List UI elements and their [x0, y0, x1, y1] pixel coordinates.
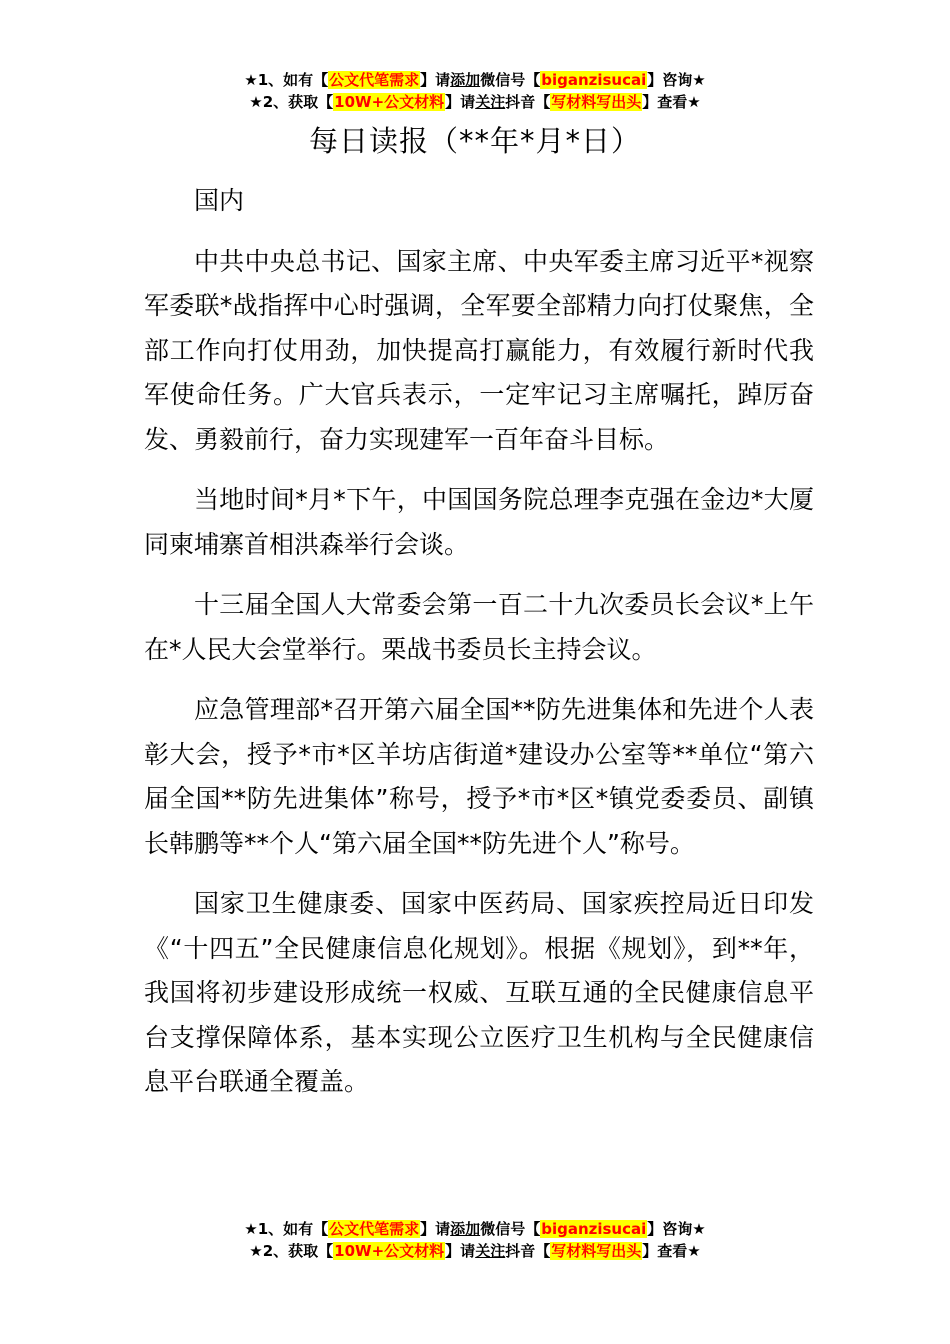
star-icon: ★ [687, 93, 701, 111]
banner-text: 】请 [420, 1220, 451, 1238]
banner-text: 抖音【 [505, 1242, 551, 1260]
banner-text: 1、如有【 [257, 1220, 329, 1238]
banner-text: 】咨询 [647, 1220, 693, 1238]
highlight-wechat-id: biganzisucai [541, 71, 647, 89]
underlined-text: 添加 [450, 1220, 481, 1238]
star-icon: ★ [244, 1220, 258, 1238]
highlight-materials: 10W+公文材料 [334, 1242, 445, 1260]
banner-line-2 [0, 1240, 950, 1262]
banner-text: 微信号【 [480, 1220, 541, 1238]
underlined-text: 关注 [475, 93, 506, 111]
highlight-service: 公文代笔需求 [329, 1220, 420, 1238]
banner-text: 】请 [420, 71, 451, 89]
paragraph: 应急管理部*召开第六届全国**防先进集体和先进个人表彰大会，授予*市*区羊坊店街道*建设办公室等**单位“第六届全国**防先进集体”称号，授予*市*区*镇党委委员、副镇长韩鹏等**个人“第六届全国**防先进个人”称号。 [144, 695, 814, 858]
banner-text: 2、获取【 [262, 93, 334, 111]
banner-text: 微信号【 [480, 71, 541, 89]
banner-line-1 [0, 69, 950, 91]
banner-text: 】请 [445, 93, 476, 111]
banner-text: 】请 [445, 1242, 476, 1260]
banner-line-2 [0, 91, 950, 113]
banner-text: 2、获取【 [262, 1242, 334, 1260]
star-icon: ★ [244, 71, 258, 89]
banner-text: 1、如有【 [257, 71, 329, 89]
paragraph: 十三届全国人大常委会第一百二十九次委员长会议*上午在*人民大会堂举行。栗战书委员长主持会议。 [144, 590, 814, 664]
section-label: 国内 [194, 186, 245, 215]
header-banner [0, 69, 950, 113]
banner-text: 】咨询 [647, 71, 693, 89]
star-icon: ★ [249, 1242, 263, 1260]
underlined-text: 关注 [475, 1242, 506, 1260]
banner-line-1 [0, 1218, 950, 1240]
star-icon: ★ [692, 71, 706, 89]
footer-banner [0, 1218, 950, 1262]
underlined-text: 添加 [450, 71, 481, 89]
star-icon: ★ [692, 1220, 706, 1238]
highlight-douyin-account: 写材料写出头 [551, 93, 642, 111]
banner-text: 】查看 [642, 93, 688, 111]
banner-text: 】查看 [642, 1242, 688, 1260]
paragraph: 中共中央总书记、国家主席、中央军委主席习近平*视察军委联*战指挥中心时强调，全军要全部精力向打仗聚焦，全部工作向打仗用劲，加快提高打赢能力，有效履行新时代我军使命任务。广大官兵表示，一定牢记习主席嘱托，踔厉奋发、勇毅前行，奋力实现建军一百年奋斗目标。 [144, 246, 814, 454]
star-icon: ★ [687, 1242, 701, 1260]
star-icon: ★ [249, 93, 263, 111]
highlight-douyin-account: 写材料写出头 [551, 1242, 642, 1260]
highlight-service: 公文代笔需求 [329, 71, 420, 89]
highlight-materials: 10W+公文材料 [334, 93, 445, 111]
highlight-wechat-id: biganzisucai [541, 1220, 647, 1238]
document-body [144, 179, 814, 1121]
page-title: 每日读报（**年*月*日） [308, 124, 641, 158]
paragraph: 国家卫生健康委、国家中医药局、国家疾控局近日印发《“十四五”全民健康信息化规划》。根据《规划》，到**年，我国将初步建设形成统一权威、互联互通的全民健康信息平台支撑保障体系，基本实现公立医疗卫生机构与全民健康信息平台联通全覆盖。 [144, 889, 814, 1096]
banner-text: 抖音【 [505, 93, 551, 111]
paragraph: 当地时间*月*下午，中国国务院总理李克强在金边*大厦同柬埔寨首相洪森举行会谈。 [144, 485, 814, 559]
